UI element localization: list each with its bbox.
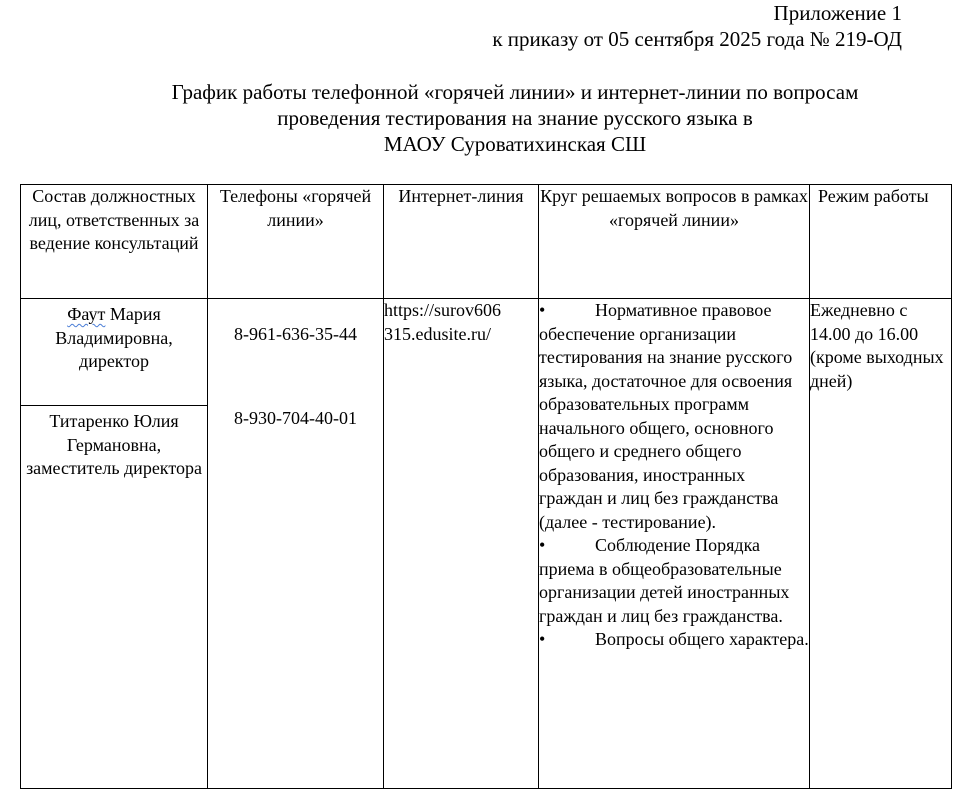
official-2: Титаренко Юлия Германовна, заместитель директора xyxy=(26,411,202,478)
bullet-icon: • xyxy=(539,535,546,555)
official-1-surname: Фаут xyxy=(67,304,106,324)
official-1-details: Мария Владимировна, директор xyxy=(55,304,173,371)
internet-cell xyxy=(384,299,539,789)
issue-item-3 xyxy=(539,628,809,652)
header-phones: Телефоны «горячей линии» xyxy=(208,185,384,299)
phone-1: 8-961-636-35-44 xyxy=(234,324,357,344)
issue-text-3: Вопросы общего характера. xyxy=(595,629,809,649)
phones-cell xyxy=(208,299,384,789)
appendix-number: Приложение 1 xyxy=(773,1,902,25)
header-schedule: Режим работы xyxy=(810,185,952,299)
document-title xyxy=(60,79,960,157)
hotline-schedule-table xyxy=(20,184,952,789)
bullet-icon: • xyxy=(539,629,546,649)
internet-link-part1: https://surov606 xyxy=(384,300,502,320)
title-line-1: График работы телефонной «горячей линии» и интернет-линии по вопросам xyxy=(171,80,859,104)
schedule-cell: Ежедневно с 14.00 до 16.00 (кроме выходных дней) xyxy=(810,299,952,789)
phone-2: 8-930-704-40-01 xyxy=(234,407,357,428)
header-officials: Состав должностных лиц, ответственных за ведение консультаций xyxy=(21,185,208,299)
title-line-3: МАОУ Суроватихинская СШ xyxy=(383,132,647,156)
bullet-icon: • xyxy=(539,300,546,320)
issue-item-2 xyxy=(539,534,809,628)
officials-cell xyxy=(21,299,208,789)
internet-link[interactable] xyxy=(384,299,538,346)
issue-text-2: Соблюдение Порядка приема в общеобразовательные организации детей иностранных граждан и лиц без гражданства. xyxy=(539,535,790,626)
issues-cell xyxy=(539,299,810,789)
official-1 xyxy=(21,299,207,406)
internet-link-part2: 315.edusite.ru/ xyxy=(384,323,491,344)
header-issues: Круг решаемых вопросов в рамках «горячей линии» xyxy=(539,185,810,299)
title-line-2: проведения тестирования на знание русского языка в xyxy=(277,106,753,130)
issue-text-1: Нормативное правовое обеспечение организации тестирования на знание русского языка, достаточное для освоения образовательных программ начального общего, основного общего и среднего общего образования, иностранных граждан и лиц без гражданства (далее - тестирование). xyxy=(539,300,793,532)
table-row xyxy=(21,299,952,789)
issue-item-1 xyxy=(539,299,809,534)
table-header-row xyxy=(21,185,952,299)
order-reference: к приказу от 05 сентября 2025 года № 219-ОД xyxy=(492,27,902,51)
appendix-header xyxy=(492,0,902,52)
header-internet: Интернет-линия xyxy=(384,185,539,299)
